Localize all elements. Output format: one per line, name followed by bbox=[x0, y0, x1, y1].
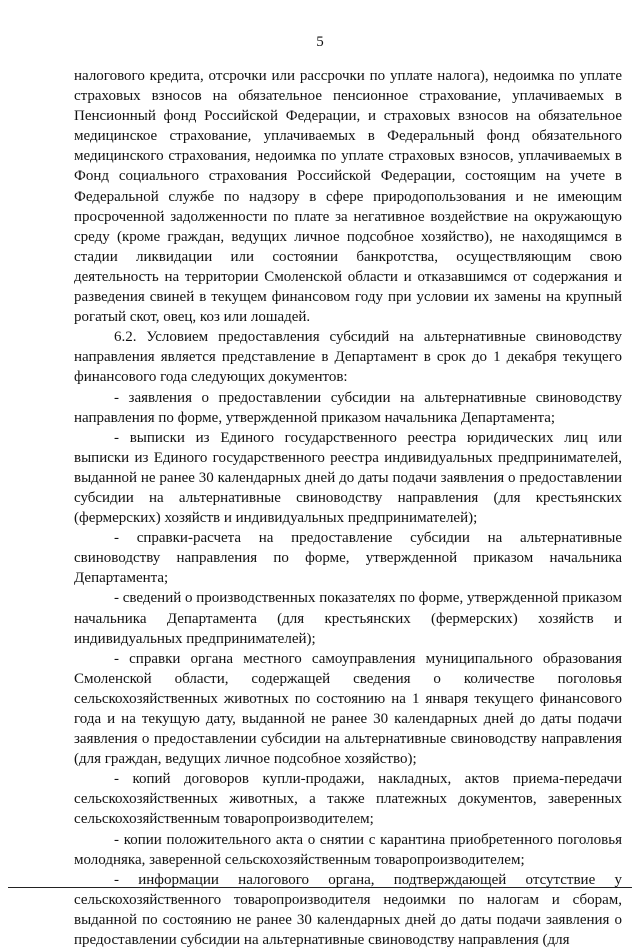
list-item-local-government-certificate: - справки органа местного самоуправления муниципального образования Смоленской области, содержащей сведения о количестве поголовья сельскохозяйственных животных по состоянию на 1 января текущего финансового года и на текущую дату, выданной не ранее 30 календарных дней до даты подачи заявления о предоставлении субсидии на альтернативные свиноводству направления (для граждан, ведущих личное подсобное хозяйство); bbox=[74, 650, 622, 768]
paragraph-clause-6-2: 6.2. Условием предоставления субсидий на альтернативные свиноводству направления является представление в Департамент в срок до 1 декабря текущего финансового года следующих документов: bbox=[74, 329, 622, 386]
bottom-divider bbox=[8, 887, 632, 888]
list-item-quarantine-act: - копии положительного акта о снятии с карантина приобретенного поголовья молодняка, заверенной сельскохозяйственным товаропроизводителем; bbox=[74, 831, 622, 868]
list-item-production-indicators: - сведений о производственных показателях по форме, утвержденной приказом начальника Департамента (для крестьянских (фермерских) хозяйств и индивидуальных предпринимателей); bbox=[74, 590, 622, 647]
list-item-tax-authority-info: - информации налогового органа, подтверждающей отсутствие у сельскохозяйственного товаропроизводителя недоимки по налогам и сборам, выданной по состоянию не ранее 30 календарных дней до даты подачи заявления о предоставлении субсидии на альтернативные свиноводству направления (для bbox=[74, 871, 622, 949]
list-item-contract-copies: - копий договоров купли-продажи, накладных, актов приема-передачи сельскохозяйственных животных, а также платежных документов, заверенных сельскохозяйственным товаропроизводителем; bbox=[74, 771, 622, 828]
document-body bbox=[74, 66, 622, 950]
list-item-calculation-certificate: - справки-расчета на предоставление субсидии на альтернативные свиноводству направления по форме, утвержденной приказом начальника Департамента; bbox=[74, 530, 622, 587]
paragraph-continuation: налогового кредита, отсрочки или рассрочки по уплате налога), недоимка по уплате страховых взносов на обязательное пенсионное страхование, уплачиваемых в Пенсионный фонд Российской Федерации, и страховых взносов на обязательное медицинское страхование, уплачиваемых в Федеральный фонд обязательного медицинского страхования, недоимка по уплате страховых взносов, уплачиваемых в Фонд социального страхования Российской Федерации, состоящим на учете в Федеральной службе по надзору в сфере природопользования и не имеющим просроченной задолженности по плате за негативное воздействие на окружающую среду (кроме граждан, ведущих личное подсобное хозяйство), не находящимся в стадии ликвидации или состоянии банкротства, осуществляющим свою деятельность на территории Смоленской области и отказавшимся от содержания и разведения свиней в текущем финансовом году при условии их замены на крупный рогатый скот, овец, коз или лошадей. bbox=[74, 68, 622, 326]
page-number: 5 bbox=[316, 34, 324, 50]
list-item-registry-extract: - выписки из Единого государственного реестра юридических лиц или выписки из Единого государственного реестра индивидуальных предпринимателей, выданной не ранее 30 календарных дней до даты подачи заявления о предоставлении субсидии на альтернативные свиноводству направления (для крестьянских (фермерских) хозяйств и индивидуальных предпринимателей); bbox=[74, 429, 622, 527]
list-item-application: - заявления о предоставлении субсидии на альтернативные свиноводству направления по форме, утвержденной приказом начальника Департамента; bbox=[74, 389, 622, 426]
